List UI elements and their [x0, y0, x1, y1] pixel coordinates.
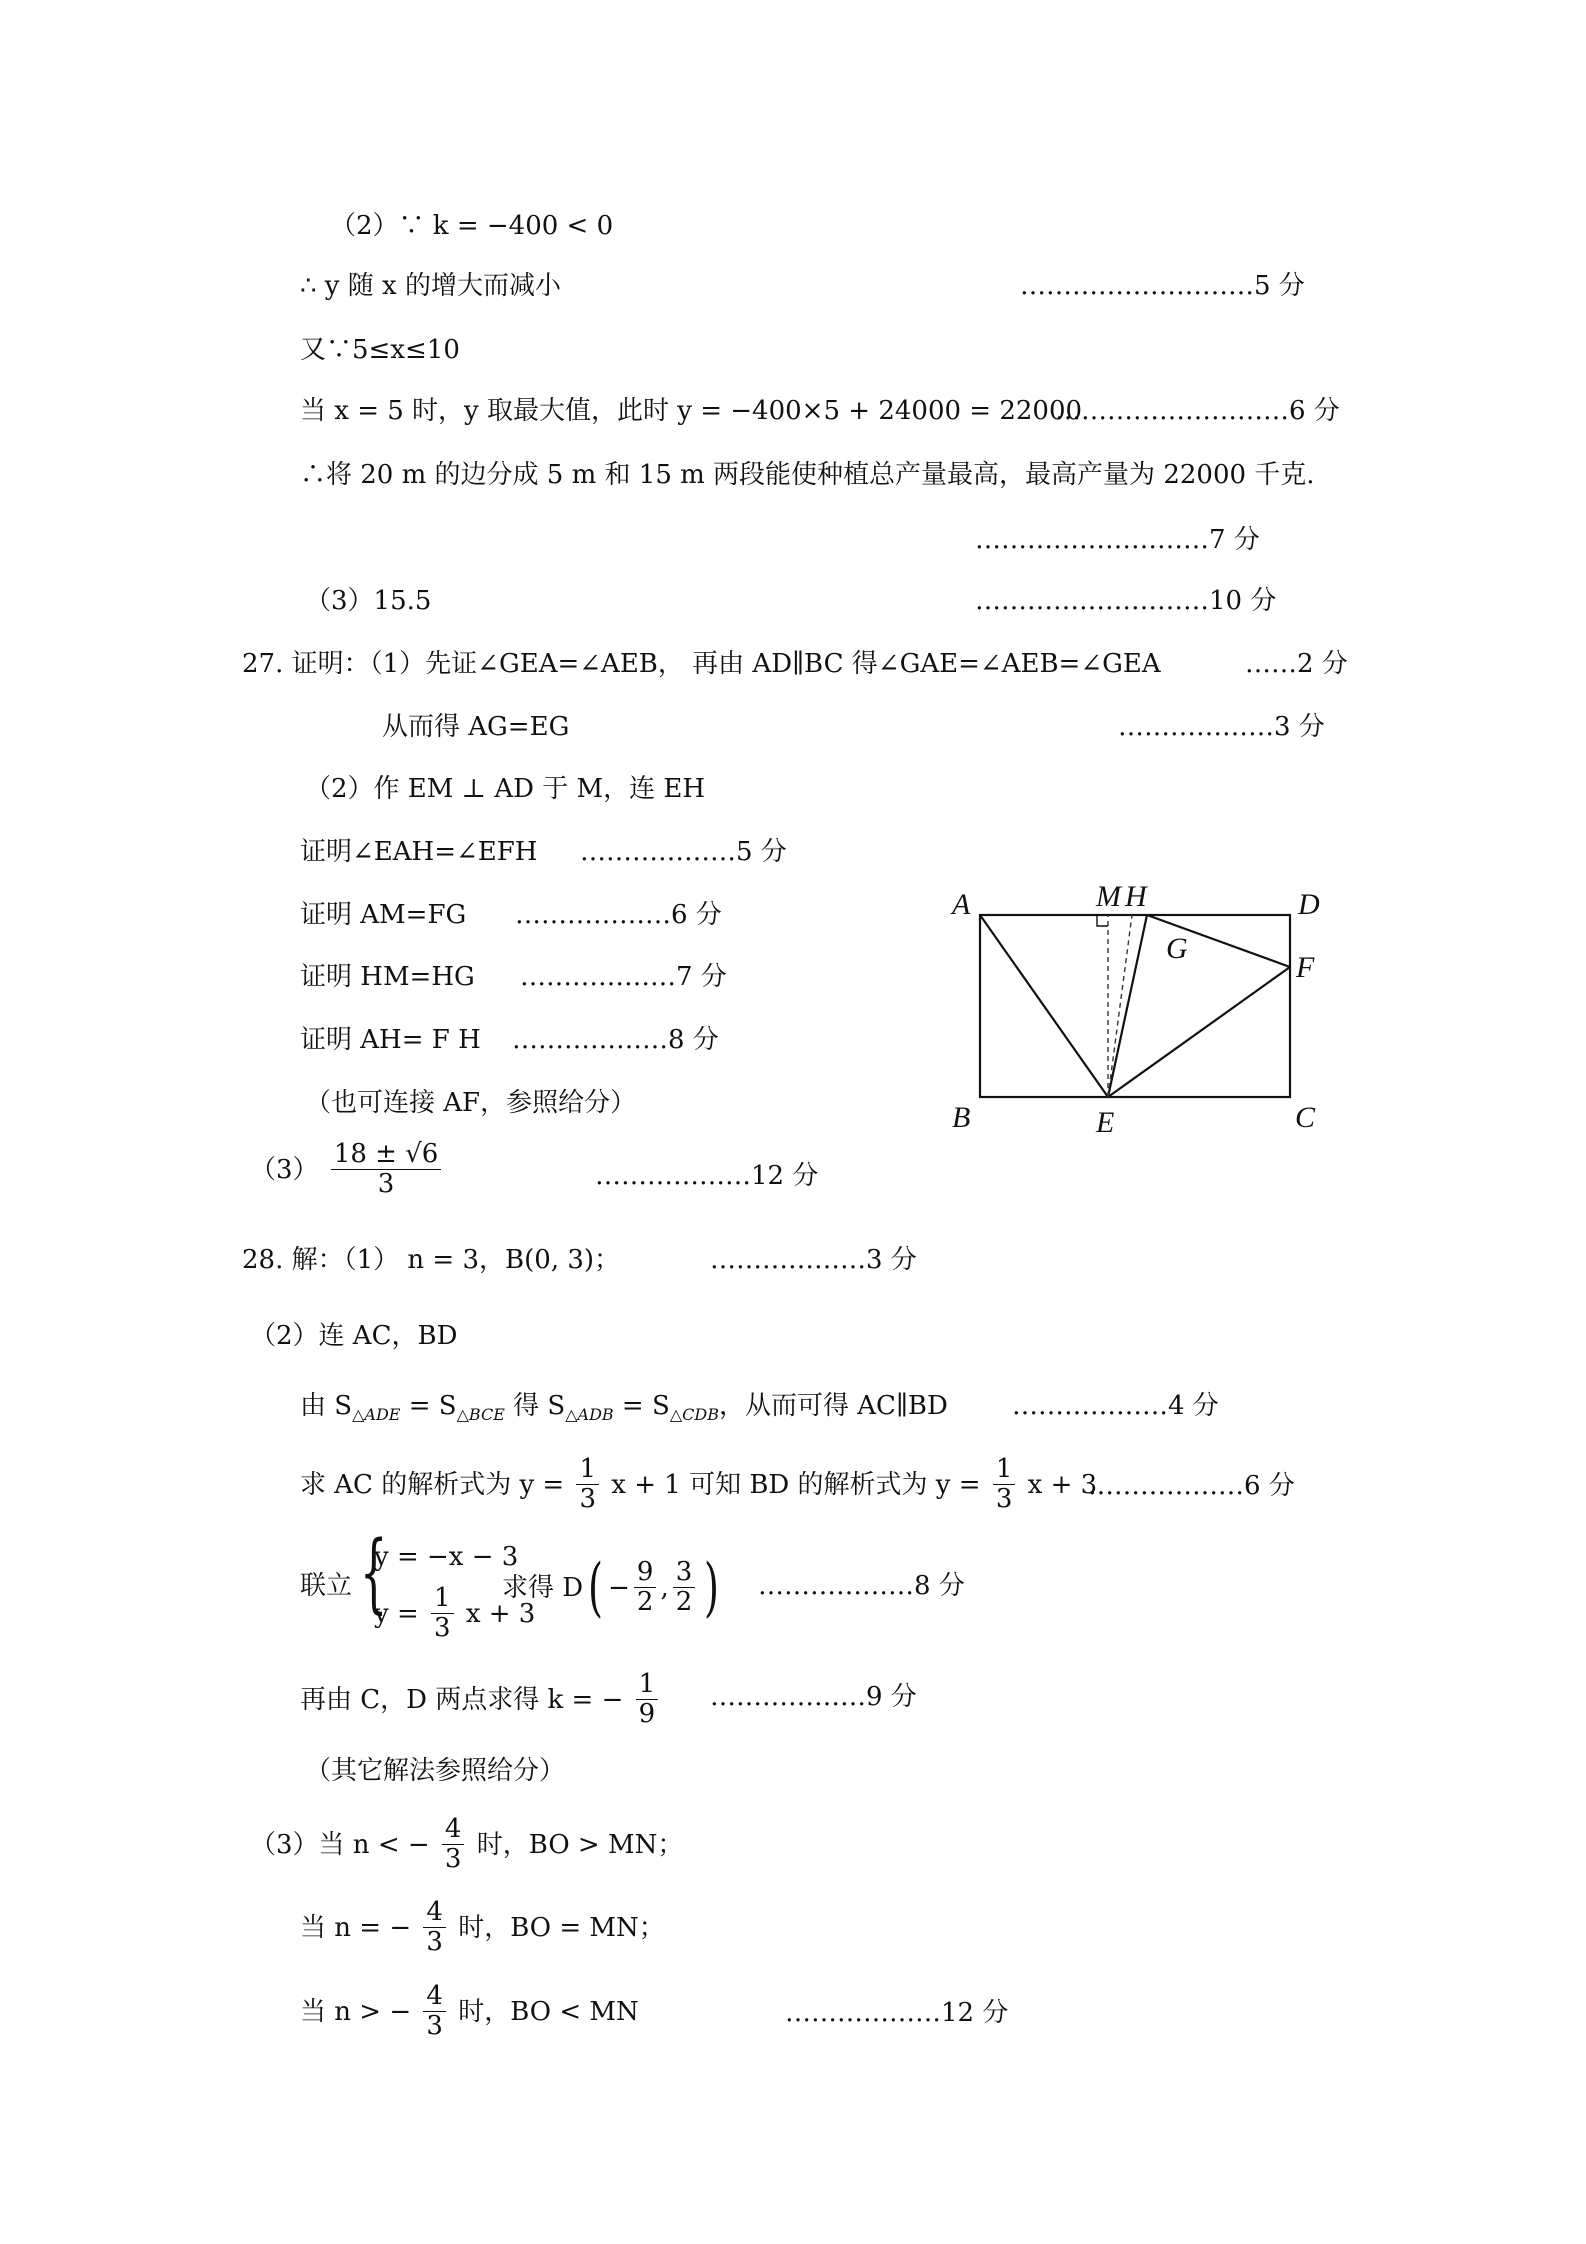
q28-l3-sub3: △ADB — [565, 1405, 614, 1424]
label-f: F — [1296, 951, 1315, 984]
q27-points-6: ………………6 分 — [515, 900, 722, 930]
q28-d-den2: 2 — [673, 1587, 696, 1618]
segment-ef — [1108, 967, 1290, 1097]
label-c: C — [1295, 1101, 1316, 1134]
label-m: M — [1096, 880, 1121, 913]
label-e: E — [1096, 1106, 1115, 1139]
q28-l8-num: 4 — [444, 1814, 462, 1844]
q28-l9-text-a: 当 n = − — [300, 1912, 412, 1943]
q28-line-3 — [300, 1393, 948, 1423]
q28-line-5-label: 联立 — [300, 1571, 353, 1601]
q26-part2-label: （2） — [330, 211, 399, 241]
q26-part3: （3）15.5 — [305, 586, 432, 616]
q28-l4-den1: 3 — [576, 1484, 599, 1515]
q28-l4-text-a: 求 AC 的解析式为 y = — [300, 1469, 565, 1500]
q28-k-num: 1 — [638, 1669, 656, 1699]
segment-eh — [1108, 915, 1147, 1097]
q27-line-6: 证明 HM=HG — [300, 962, 475, 992]
label-h: H — [1125, 880, 1147, 913]
segment-ae — [980, 915, 1108, 1097]
q26-condition: ∵ k = −400 < 0 — [398, 211, 614, 241]
rectangle-abcd — [980, 915, 1290, 1097]
q27-line-2: 从而得 AG=EG — [382, 712, 570, 742]
q28-l4-num1: 1 — [579, 1454, 597, 1484]
q27-line-1: 27. 证明：（1）先证∠GEA=∠AEB， 再由 AD∥BC 得∠GAE=∠AEB=∠GEA — [242, 649, 1161, 679]
q27-line-7: 证明 AH= F H — [300, 1025, 481, 1055]
q28-points-9: ………………9 分 — [710, 1682, 917, 1712]
q27-answer-fraction — [331, 1140, 442, 1199]
q28-l4-fraction-1 — [576, 1455, 599, 1514]
q28-l10-text-b: 时，BO < MN — [458, 1996, 639, 2027]
q27-points-3: ………………3 分 — [1118, 712, 1325, 742]
q28-l4-den2: 3 — [993, 1484, 1016, 1515]
q26-points-5: ………………………5 分 — [1020, 271, 1305, 301]
q28-line-10 — [300, 1982, 639, 2041]
q27-part3 — [250, 1140, 445, 1199]
q28-l10-num: 4 — [426, 1981, 443, 2011]
q28-d-minus: − — [608, 1573, 630, 1603]
q28-line-9 — [300, 1898, 665, 1957]
q26-points-10: ………………………10 分 — [975, 586, 1277, 616]
q28-l6-text: 再由 C，D 两点求得 k = − — [300, 1684, 624, 1715]
q27-answer-denominator: 3 — [331, 1169, 442, 1200]
q28-l3-text-c: 得 S — [504, 1391, 566, 1421]
q28-k-fraction — [636, 1670, 659, 1729]
q26-points-7: ………………………7 分 — [975, 525, 1260, 555]
q28-k-den: 9 — [636, 1699, 659, 1730]
q28-eq2-rhs: x + 3 — [465, 1598, 536, 1629]
q28-l10-text-a: 当 n > − — [300, 1996, 412, 2027]
q27-points-5: ………………5 分 — [580, 837, 787, 867]
q28-eq2-fraction — [431, 1584, 454, 1643]
q28-l3-sub4: △CDB — [669, 1405, 719, 1424]
q28-l4-fraction-2 — [993, 1455, 1016, 1514]
q28-d-y-fraction — [673, 1558, 696, 1617]
q28-l9-text-b: 时，BO = MN； — [458, 1912, 665, 1943]
q28-d-num1: 9 — [636, 1557, 654, 1588]
q28-l4-text-b: x + 1 可知 BD 的解析式为 y = — [611, 1469, 981, 1500]
q28-l4-text-c: x + 3 — [1027, 1469, 1098, 1500]
q28-l3-text-e: ，从而可得 AC∥BD — [718, 1391, 948, 1421]
q27-answer-numerator: 18 ± √6 — [333, 1139, 439, 1169]
q28-points-4: ………………4 分 — [1012, 1391, 1219, 1421]
q28-points-3: ………………3 分 — [710, 1245, 917, 1275]
q27-part3-label: （3） — [250, 1154, 319, 1185]
q27-line-5: 证明 AM=FG — [300, 900, 467, 930]
q28-system-brace: { — [360, 1523, 388, 1623]
q27-line-3: （2）作 EM ⊥ AD 于 M，连 EH — [305, 774, 706, 804]
q28-point-d — [502, 1551, 724, 1625]
q28-eq2-lhs: y = — [374, 1598, 419, 1629]
q28-d-num2: 3 — [675, 1557, 693, 1588]
q28-result-text: 求得 D — [502, 1573, 584, 1603]
q28-points-12: ………………12 分 — [785, 1998, 1009, 2028]
q28-d-comma: , — [660, 1573, 669, 1603]
q28-eq2-num: 1 — [434, 1583, 451, 1613]
q26-line-2: ∴ y 随 x 的增大而减小 — [300, 271, 561, 301]
q28-line-8 — [250, 1815, 683, 1874]
label-g: G — [1166, 932, 1188, 965]
q28-l8-den: 3 — [442, 1844, 465, 1875]
q28-l10-fraction — [423, 1982, 446, 2041]
q28-line-7: （其它解法参照给分） — [305, 1756, 566, 1786]
q26-line-4: 当 x = 5 时，y 取最大值，此时 y = −400×5 + 24000 = 22000 — [300, 396, 1083, 426]
q26-line-3: 又∵5≤x≤10 — [300, 335, 460, 365]
q27-points-12: ………………12 分 — [595, 1161, 819, 1191]
q28-left-paren: ( — [588, 1551, 604, 1625]
q28-l3-sub2: △BCE — [456, 1405, 505, 1424]
q28-l8-text-b: 时，BO > MN； — [476, 1829, 684, 1860]
q28-l9-num: 4 — [426, 1897, 443, 1927]
label-a: A — [952, 888, 971, 921]
q28-line-6 — [300, 1670, 662, 1729]
q27-points-2: ……2 分 — [1245, 649, 1348, 679]
q28-l4-num2: 1 — [995, 1454, 1013, 1484]
label-d: D — [1298, 888, 1320, 921]
rectangle-fold-figure — [950, 870, 1320, 1140]
q28-points-6: ………………6 分 — [1088, 1471, 1295, 1501]
label-b: B — [952, 1101, 971, 1134]
q27-line-4: 证明∠EAH=∠EFH — [300, 837, 538, 867]
q28-line-2: （2）连 AC，BD — [250, 1321, 458, 1351]
q27-line-8: （也可连接 AF，参照给分） — [305, 1088, 637, 1118]
q28-system-eq1: y = −x − 3 — [374, 1542, 519, 1572]
q28-l3-sub1: △ADE — [352, 1405, 401, 1424]
q28-l3-text-b: = S — [400, 1391, 457, 1421]
q28-right-paren: ) — [704, 1551, 720, 1625]
q28-l9-den: 3 — [423, 1927, 446, 1958]
q28-points-8: ………………8 分 — [758, 1571, 965, 1601]
q28-l10-den: 3 — [423, 2011, 446, 2042]
q28-l3-text-d: = S — [613, 1391, 670, 1421]
q28-l9-fraction — [423, 1898, 446, 1957]
q28-l8-text-a: （3）当 n < − — [250, 1829, 430, 1860]
q26-line-5: ∴将 20 m 的边分成 5 m 和 15 m 两段能使种植总产量最高，最高产量为 22000 千克. — [300, 460, 1315, 490]
right-angle-mark — [1097, 915, 1108, 926]
q28-l8-fraction — [442, 1815, 465, 1874]
q26-points-6: ………………………6 分 — [1055, 396, 1340, 426]
q26-line-1 — [330, 213, 613, 239]
q27-points-8: ………………8 分 — [512, 1025, 719, 1055]
q28-d-x-fraction — [634, 1558, 657, 1617]
q28-line-4 — [300, 1455, 1097, 1514]
q28-l3-text-a: 由 S — [300, 1391, 353, 1421]
q27-points-7: ………………7 分 — [520, 962, 727, 992]
q28-eq2-den: 3 — [431, 1613, 454, 1644]
q28-line-1: 28. 解：（1） n = 3，B(0, 3)； — [242, 1245, 621, 1275]
q28-d-den1: 2 — [634, 1587, 657, 1618]
